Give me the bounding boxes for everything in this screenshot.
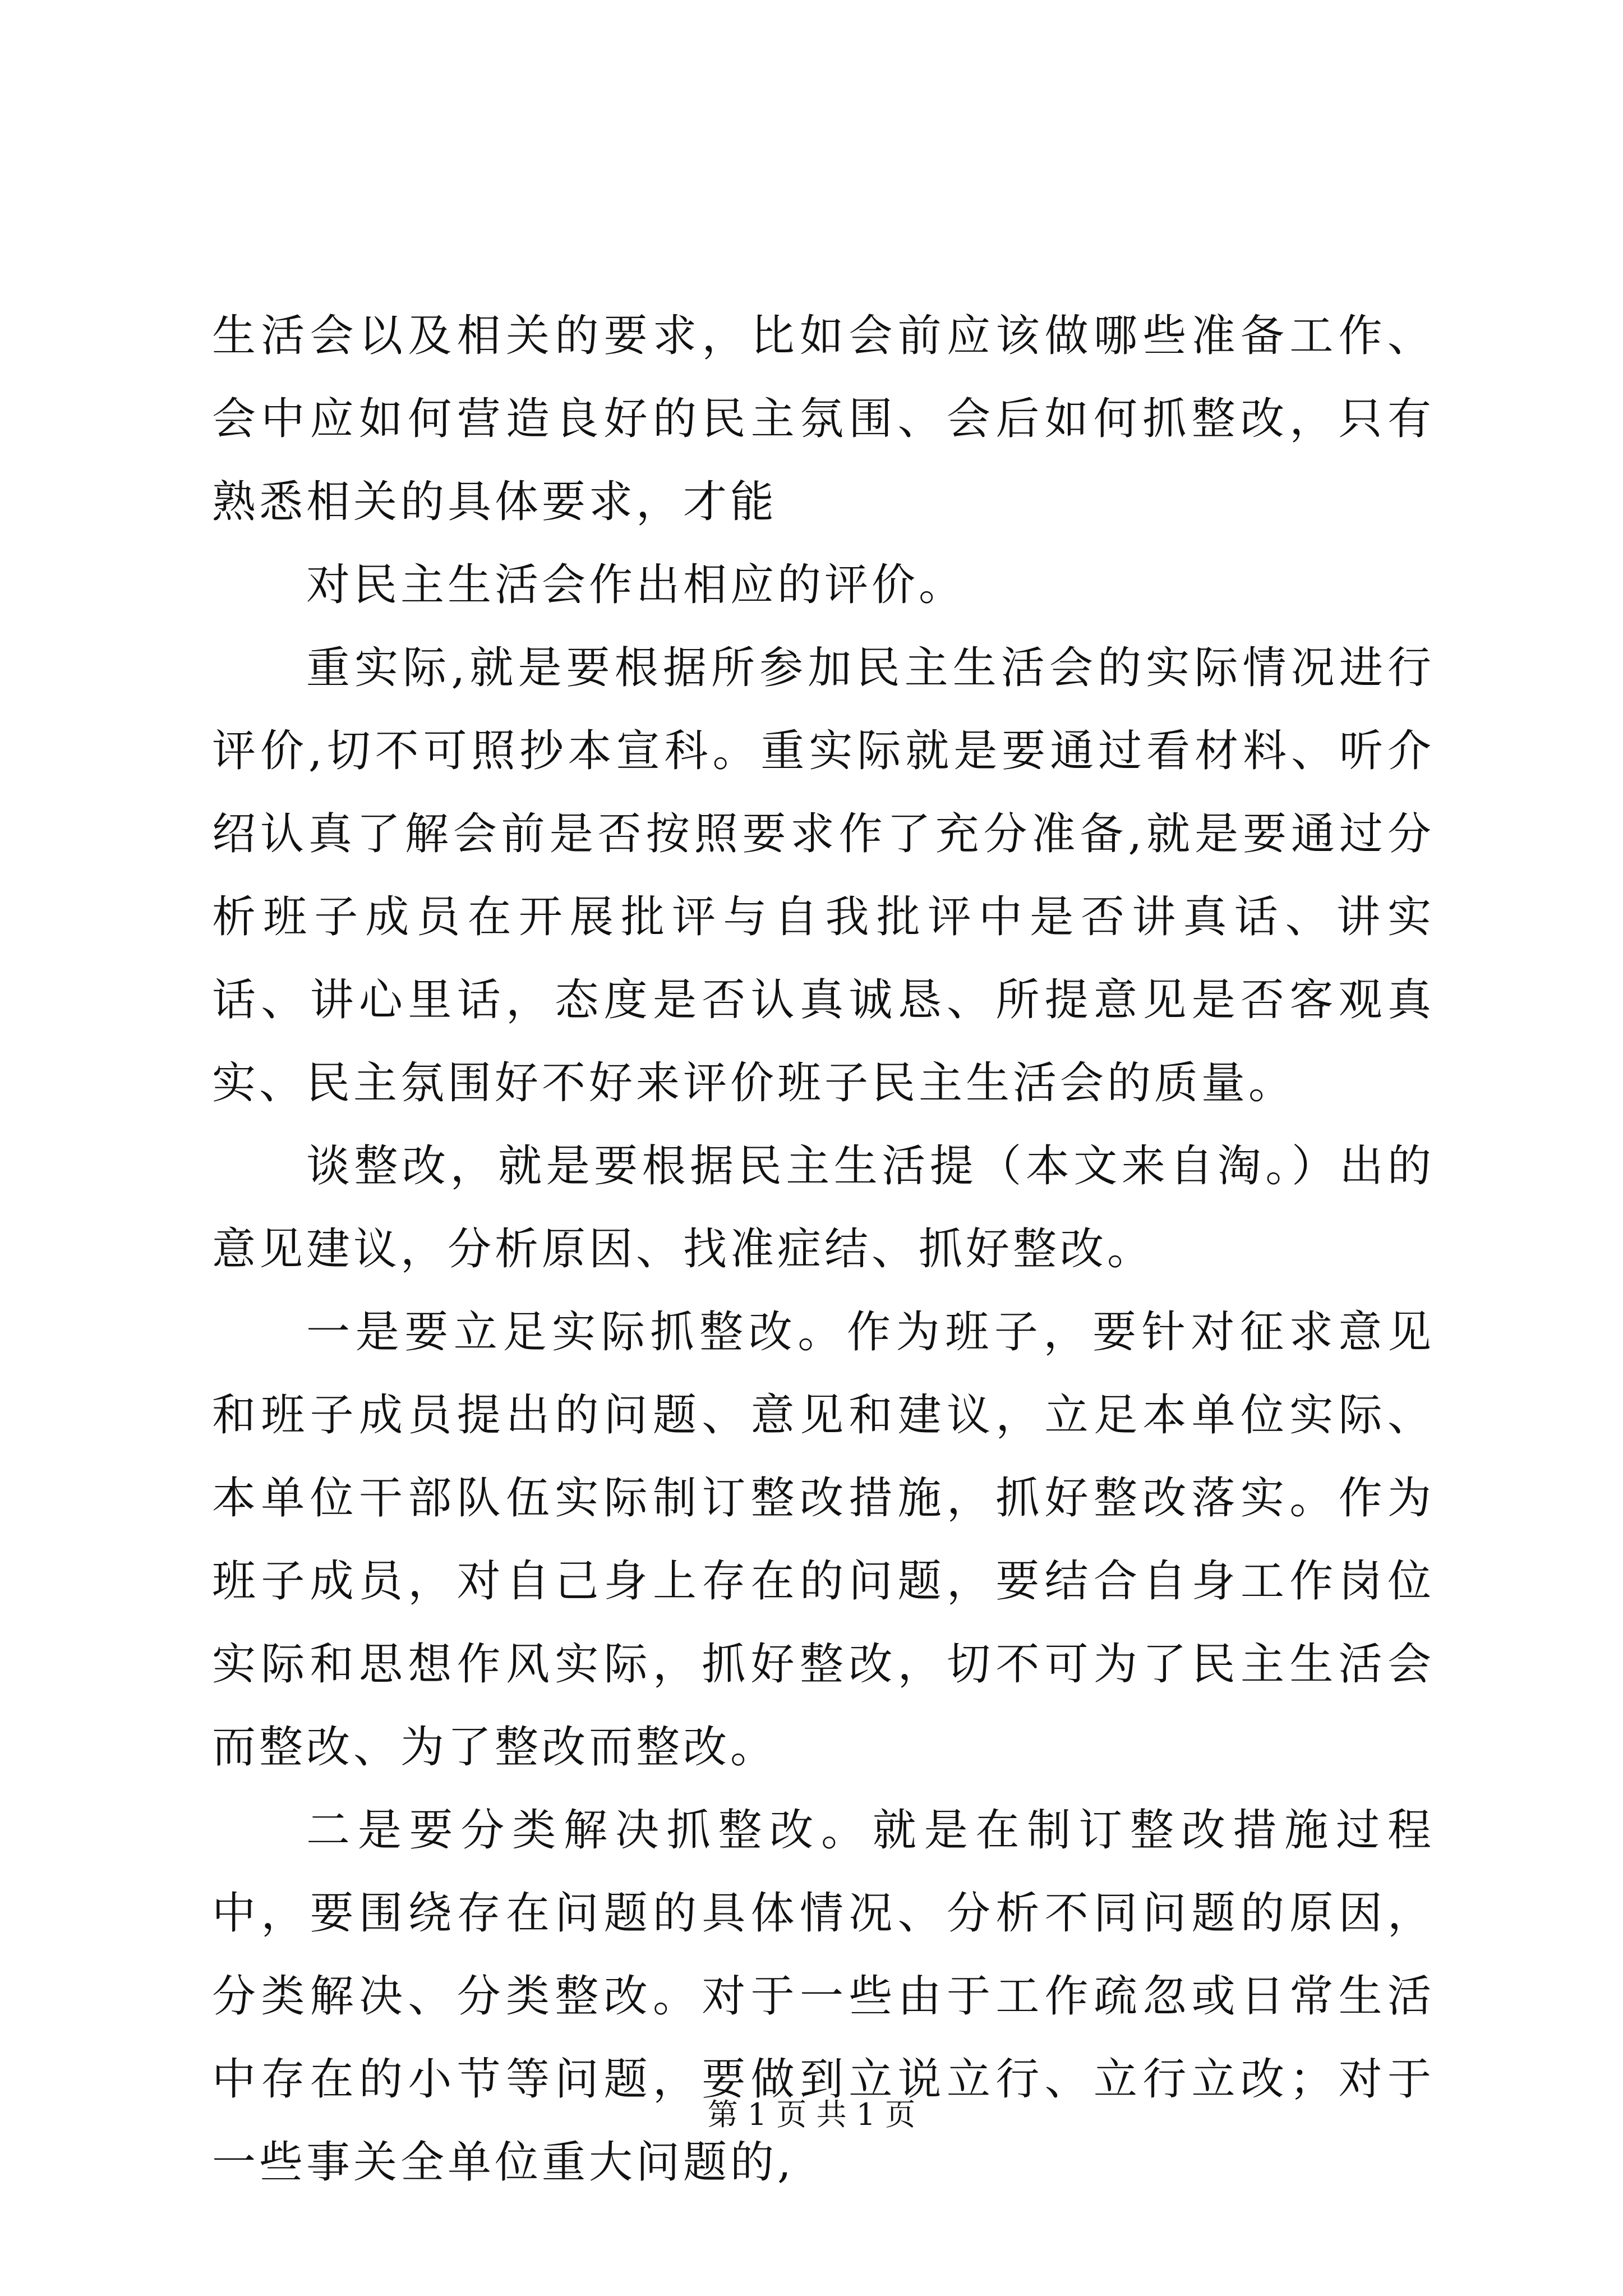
paragraph-3: 重实际,就是要根据所参加民主生活会的实际情况进行评价,切不可照抄本宣科。重实际就是要通过看材料、听介绍认真了解会前是否按照要求作了充分准备,就是要通过分析班子成员在开展批评与自我批评中是否讲真话、讲实话、讲心里话，态度是否认真诚恳、所提意见是否客观真实、民主氛围好不好来评价班子民主生活会的质量。 [212, 643, 1435, 1108]
paragraph-6: 二是要分类解决抓整改。就是在制订整改措施过程中，要围绕存在问题的具体情况、分析不同问题的原因，分类解决、分类整改。对于一些由于工作疏忽或日常生活中存在的小节等问题，要做到立说立行、立行立改；对于一些事关全单位重大问题的, [212, 1805, 1435, 2188]
paragraph-5: 一是要立足实际抓整改。作为班子，要针对征求意见和班子成员提出的问题、意见和建议，立足本单位实际、本单位干部队伍实际制订整改措施，抓好整改落实。作为班子成员，对自己身上存在的问题，要结合自身工作岗位实际和思想作风实际，抓好整改，切不可为了民主生活会而整改、为了整改而整改。 [212, 1307, 1435, 1773]
page-footer: 第 1 页 共 1 页 [707, 2097, 916, 2132]
paragraph-4: 谈整改，就是要根据民主生活提（本文来自淘。）出的意见建议，分析原因、找准症结、抓好整改。 [212, 1141, 1435, 1274]
paragraph-2: 对民主生活会作出相应的评价。 [306, 560, 966, 610]
document-body [212, 295, 1435, 2204]
paragraph-1: 生活会以及相关的要求，比如会前应该做哪些准备工作、会中应如何营造良好的民主氛围、会后如何抓整改，只有熟悉相关的具体要求，才能 [212, 311, 1435, 527]
